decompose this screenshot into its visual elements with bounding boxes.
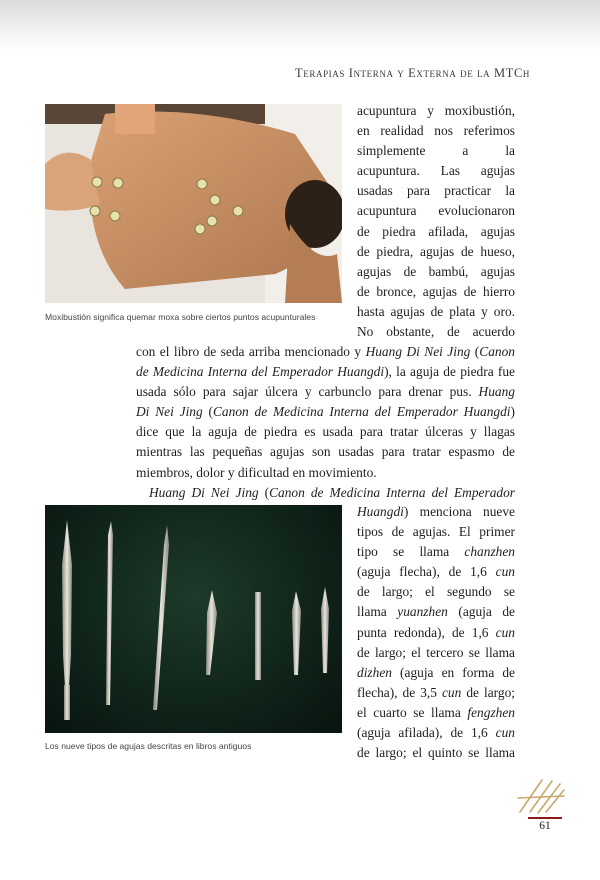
- text-line: [136, 362, 515, 382]
- text-run: (aguja afilada), de 1,6: [357, 725, 496, 741]
- text-line: usadas para practicar la: [357, 183, 515, 199]
- text-run: (aguja de: [447, 604, 516, 620]
- text-run: ), la aguja de piedra fue: [384, 364, 515, 380]
- text-line: agujas de bambú, agujas: [357, 263, 515, 279]
- folio-rule: [528, 817, 562, 819]
- figure-caption-needles: Los nueve tipos de agujas descritas en libros antiguos: [45, 741, 252, 751]
- text-line: tipos de agujas. El primer: [357, 524, 515, 540]
- text-run: ): [510, 404, 515, 420]
- text-line: [357, 502, 515, 522]
- text-line: de piedra, agujas de hueso,: [357, 243, 515, 259]
- text-run-italic: fengzhen: [467, 704, 515, 720]
- text-run-italic: cun: [495, 624, 515, 640]
- text-run-italic: Di Nei Jing: [136, 404, 203, 420]
- text-run: flecha), de 3,5: [357, 684, 442, 700]
- text-line: No obstante, de acuerdo: [357, 324, 515, 340]
- text-run-italic: Huangdi: [357, 504, 404, 519]
- figure-caption-moxibustion: Moxibustión significa quemar moxa sobre ciertos puntos acupunturales: [45, 312, 316, 322]
- text-run: tipo se llama: [357, 544, 465, 560]
- text-run: (: [202, 404, 213, 420]
- text-run-italic: cun: [495, 564, 515, 580]
- text-line: de largo; el tercero se llama: [357, 644, 515, 660]
- text-line: miembros, dolor y dificultad en movimiento.: [136, 464, 377, 480]
- text-run-italic: Huang: [478, 384, 515, 400]
- text-line: acupuntura evolucionaron: [357, 203, 515, 219]
- text-line: [357, 562, 515, 582]
- text-run: de largo;: [461, 684, 515, 700]
- moxibustion-illustration: [45, 104, 342, 303]
- text-line: [136, 402, 515, 422]
- text-line: [357, 683, 515, 703]
- text-run: con el libro de seda arriba mencionado y: [136, 344, 366, 359]
- text-run: usada sólo para sajar úlcera y carbunclo para drenar pus.: [136, 384, 479, 400]
- text-line: acupuntura y moxibustión,: [357, 103, 515, 118]
- text-run-italic: de Medicina Interna del Emperador Huangdi: [136, 364, 385, 380]
- top-gradient-band: [0, 0, 600, 50]
- text-column-bottom: [357, 502, 515, 763]
- text-run-italic: Canon de Medicina Interna del Emperador: [269, 484, 515, 500]
- moxibustion-photo: [45, 104, 342, 303]
- text-run-italic: yuanzhen: [397, 604, 448, 620]
- text-run: (: [258, 484, 270, 500]
- text-line: [136, 342, 515, 362]
- page-number: 61: [539, 820, 551, 832]
- text-line: [357, 663, 515, 683]
- text-column-top: [357, 101, 515, 342]
- text-run-italic: cun: [495, 725, 515, 741]
- text-run: ) menciona nueve: [403, 504, 515, 519]
- text-line: [357, 723, 515, 743]
- text-run: (aguja en forma de: [391, 664, 515, 680]
- text-run: llama: [357, 604, 398, 620]
- text-run-italic: Canon: [479, 344, 515, 359]
- running-header: Terapias Interna y Externa de la MTCh: [295, 66, 530, 80]
- text-line: de largo; el quinto se llama: [357, 745, 515, 761]
- text-run: (aguja flecha), de 1,6: [357, 564, 496, 580]
- text-run-italic: Canon de Medicina Interna del Emperador Huangdi: [213, 404, 511, 420]
- text-run-italic: dizhen: [357, 664, 392, 680]
- text-line: [357, 703, 515, 723]
- text-line: [136, 483, 515, 503]
- text-run-italic: chanzhen: [464, 544, 515, 560]
- text-line: hasta agujas de plata y oro.: [357, 303, 515, 319]
- text-line: acupuntura. Las agujas: [357, 163, 515, 179]
- text-line: [357, 542, 515, 562]
- text-run-italic: Huang Di Nei Jing: [365, 344, 471, 359]
- text-line: [136, 382, 515, 402]
- text-line: [357, 623, 515, 643]
- text-line: en realidad nos referimos: [357, 123, 515, 139]
- crossed-needles-icon: [516, 778, 566, 819]
- text-line: dice que la aguja de piedra es usada para tratar úlceras y llagas: [136, 424, 515, 440]
- needles-illustration: [45, 505, 342, 733]
- text-line: de largo; el segundo se: [357, 584, 515, 600]
- text-line: simplemente a la: [357, 143, 515, 159]
- text-run-italic: Huang Di Nei Jing: [149, 484, 259, 500]
- text-run: (: [470, 344, 480, 359]
- text-line: mientras las pequeñas agujas son usadas para tratar espasmo de: [136, 444, 515, 460]
- text-line: de piedra afilada, agujas: [357, 223, 515, 239]
- text-run: el cuarto se llama: [357, 704, 468, 720]
- text-block-full-width: [136, 342, 515, 503]
- text-line: de bronce, agujas de hierro: [357, 283, 515, 299]
- text-run-italic: cun: [441, 684, 462, 700]
- nine-needles-photo: [45, 505, 342, 733]
- text-line: [357, 602, 515, 622]
- text-run: punta redonda), de 1,6: [357, 624, 496, 640]
